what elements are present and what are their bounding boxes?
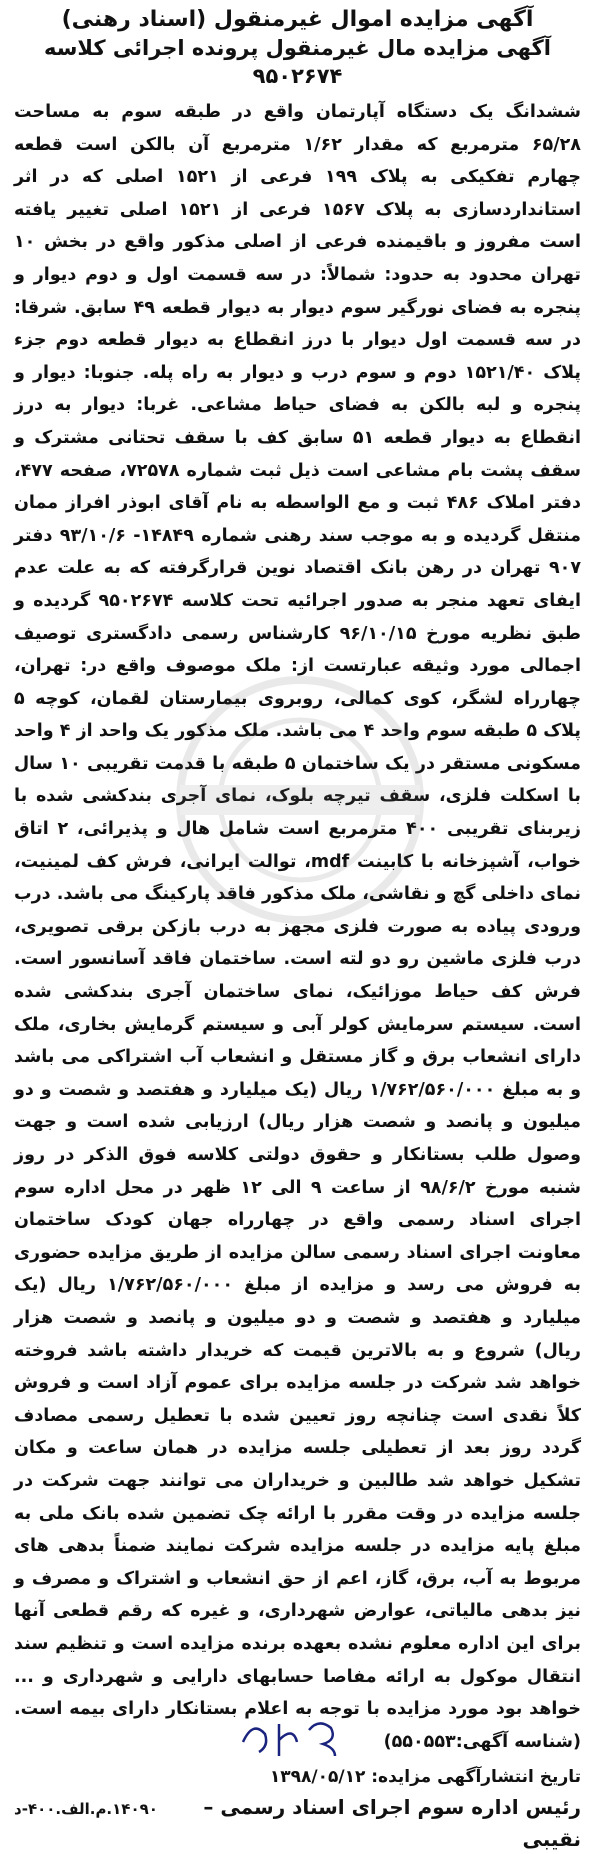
notice-subtitle: آگهی مزایده مال غیرمنقول پرونده اجرائی کلاسه ۹۵۰۲۶۷۴ <box>44 36 551 88</box>
notice-title: آگهی مزایده اموال غیرمنقول (اسناد رهنی) <box>61 7 534 32</box>
signer-name: نقیبی <box>522 1827 581 1852</box>
publication-date: تاریخ انتشارآگهی مزایده: ۱۳۹۸/۰۵/۱۲ <box>269 1767 581 1788</box>
signature-row <box>14 1792 581 1824</box>
handwritten-mark <box>235 1712 355 1762</box>
notice-code: ۱۴۰۹۰.م.الف.۴۰۰-د <box>14 1800 158 1819</box>
signer-title: رئیس اداره سوم اجرای اسناد رسمی – <box>203 1795 581 1820</box>
notice-body: ششدانگ یک دستگاه آپارتمان واقع در طبقه سوم به مساحت ۶۵/۲۸ مترمربع که مقدار ۱/۶۲ مترمربع آن بالکن است قطعه چهارم تفکیکی به پلاک ۱۹۹ فرعی از ۱۵۲۱ اصلی که در اثر استانداردسازی به پلاک ۱۵۶۷ فرعی از ۱۵۲۱ اصلی تغییر یافته است مفروز و باقیمنده فرعی از اصلی مذکور واقع در بخش ۱۰ تهران محدود به حدود: شمالاً: در سه قسمت اول و دوم دیوار و پنجره به فضای نورگیر سوم دیوار به دیوار قطعه ۴۹ سابق. شرقا: در سه قسمت اول دیوار با درز انقطاع به دیوار قطعه دوم جزء پلاک ۱۵۲۱/۴۰ دوم و سوم درب و دیوار به راه پله. جنوبا: دیوار و پنجره و لبه بالکن به فضای حیاط مشاعی. غربا: دیوار به درز انقطاع به دیوار قطعه ۵۱ سابق کف با سقف تحتانی مشترک و سقف پشت بام مشاعی است ذیل ثبت شماره ۷۲۵۷۸، صفحه ۴۷۷، دفتر املاک ۴۸۶ ثبت و مع الواسطه به نام آقای ابوذر افراز ممان منتقل گردیده و به موجب سند رهنی شماره ۱۴۸۴۹- ۹۳/۱۰/۶ دفتر ۹۰۷ تهران در رهن بانک اقتصاد نوین قرارگرفته که به علت عدم ایفای تعهد منجر به صدور اجرائیه تحت کلاسه ۹۵۰۲۶۷۴ گردیده و طبق نظریه مورخ ۹۶/۱۰/۱۵ کارشناس رسمی دادگستری توصیف اجمالی مورد وثیقه عبارتست از: ملک موصوف واقع در: تهران، چهارراه لشگر، کوی کمالی، روبروی بیمارستان لقمان، کوچه ۵ پلاک ۵ طبقه سوم واحد ۴ می باشد. ملک مذکور یک واحد از ۴ واحد مسکونی مستقر در یک ساختمان ۵ طبقه با قدمت تقریبی ۱۰ سال با اسکلت فلزی، سقف تیرچه بلوک، نمای آجری بندکشی شده با زیربنای تقریبی ۴۰۰ مترمربع است شامل هال و پذیرائی، ۲ اتاق خواب، آشپزخانه با کابینت mdf، توالت ایرانی، فرش کف لمینیت، نمای داخلی گچ و نقاشی، ملک مذکور فاقد پارکینگ می باشد. درب ورودی پیاده به صورت فلزی مجهز به درب بازکن برقی تصویری، درب فلزی ماشین رو دو لته است. ساختمان فاقد آسانسور است. فرش کف حیاط موزائیک، نمای ساختمان آجری بندکشی شده است. سیستم سرمایش کولر آبی و سیستم گرمایش بخاری، ملک دارای انشعاب برق و گاز مستقل و انشعاب آب اشتراکی می باشد و به مبلغ ۱/۷۶۲/۵۶۰/۰۰۰ ریال (یک میلیارد و هفتصد و شصت و دو میلیون و پانصد و شصت هزار ریال) ارزیابی شده است و جهت وصول طلب بستانکار و حقوق دولتی کلاسه فوق الذکر در روز شنبه مورخ ۹۸/۶/۲ از ساعت ۹ الی ۱۲ ظهر در محل اداره سوم اجرای اسناد رسمی واقع در چهارراه جهان کودک ساختمان معاونت اجرای اسناد رسمی سالن مزایده از طریق مزایده حضوری به فروش می رسد و مزایده از مبلغ ۱/۷۶۲/۵۶۰/۰۰۰ ریال (یک میلیارد و هفتصد و شصت و دو میلیون و پانصد و شصت هزار ریال) شروع و به بالاترین قیمت که خریدار داشته باشد فروخته خواهد شد شرکت در جلسه مزایده برای عموم آزاد است و فروش کلاً نقدی است چنانچه روز تعیین شده با تعطیل رسمی مصادف گردد روز بعد از تعطیلی جلسه مزایده در همان ساعت و مکان تشکیل خواهد شد طالبین و خریداران می توانند جهت شرکت در جلسه مزایده در وقت مقرر با ارائه چک تضمین شده بانک ملی به مبلغ پایه مزایده در جلسه مزایده شرکت نمایند ضمناً بدهی های مربوط به آب، برق، گاز، اعم از حق انشعاب و اشتراک و مصرف و نیز بدهی مالیاتی، عوارض شهرداری، و غیره که رقم قطعی آنها برای این اداره معلوم نشده بعهده برنده مزایده است و تنظیم سند انتقال موکول به ارائه مفاصا حسابهای دارایی و شهرداری و ... خواهد بود مورد مزایده با توجه به اعلام بستانکار دارای بیمه است. (شناسه آگهی:۵۵۰۵۵۳) <box>14 102 582 1752</box>
